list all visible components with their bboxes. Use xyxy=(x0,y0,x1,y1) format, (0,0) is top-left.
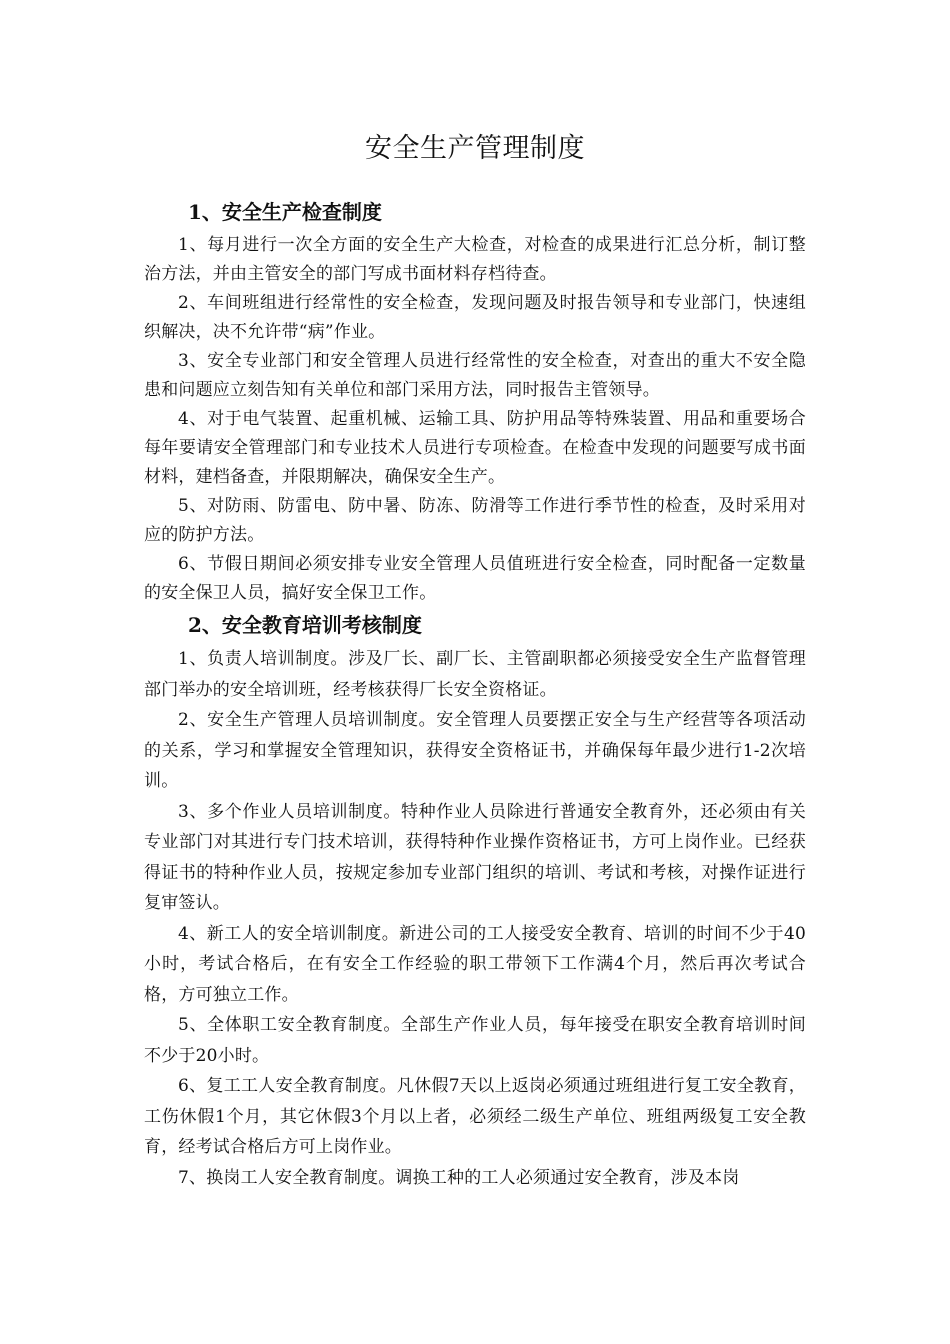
paragraph: 6、复工工人安全教育制度。凡休假7天以上返岗必须通过班组进行复工安全教育，工伤休假1个月，其它休假3个月以上者，必须经二级生产单位、班组两级复工安全教育，经考试合格后方可上岗作业。 xyxy=(144,1076,806,1157)
document-title: 安全生产管理制度 xyxy=(365,133,585,164)
paragraph: 4、对于电气装置、起重机械、运输工具、防护用品等特殊装置、用品和重要场合每年要请安全管理部门和专业技术人员进行专项检查。在检查中发现的问题要写成书面材料，建档备查，并限期解决，确保安全生产。 xyxy=(144,409,806,487)
paragraph: 2、安全生产管理人员培训制度。安全管理人员要摆正安全与生产经营等各项活动的关系，学习和掌握安全管理知识，获得安全资格证书，并确保每年最少进行1-2次培训。 xyxy=(144,710,806,791)
paragraph: 3、多个作业人员培训制度。特种作业人员除进行普通安全教育外，还必须由有关专业部门对其进行专门技术培训，获得特种作业操作资格证书，方可上岗作业。已经获得证书的特种作业人员，按规定参加专业部门组织的培训、考试和考核，对操作证进行复审签认。 xyxy=(144,801,806,913)
paragraph: 1、每月进行一次全方面的安全生产大检查，对检查的成果进行汇总分析，制订整治方法，并由主管安全的部门写成书面材料存档待查。 xyxy=(144,235,806,284)
paragraph: 2、车间班组进行经常性的安全检查，发现问题及时报告领导和专业部门，快速组织解决，决不允许带“病”作业。 xyxy=(144,293,806,342)
paragraph: 5、全体职工安全教育制度。全部生产作业人员，每年接受在职安全教育培训时间不少于20小时。 xyxy=(144,1015,806,1066)
document-body xyxy=(144,197,806,1193)
paragraph: 5、对防雨、防雷电、防中暑、防冻、防滑等工作进行季节性的检查，及时采用对应的防护方法。 xyxy=(144,496,806,545)
paragraph: 4、新工人的安全培训制度。新进公司的工人接受安全教育、培训的时间不少于40小时，考试合格后，在有安全工作经验的职工带领下工作满4个月，然后再次考试合格，方可独立工作。 xyxy=(144,923,806,1005)
section-heading: 2、安全教育培训考核制度 xyxy=(188,613,422,637)
section-inspection xyxy=(144,197,806,608)
section-heading: 1、安全生产检查制度 xyxy=(188,200,382,224)
section-training xyxy=(144,610,806,1193)
paragraph: 6、节假日期间必须安排专业安全管理人员值班进行安全检查，同时配备一定数量的安全保卫人员，搞好安全保卫工作。 xyxy=(144,554,806,603)
paragraph: 3、安全专业部门和安全管理人员进行经常性的安全检查，对查出的重大不安全隐患和问题应立刻告知有关单位和部门采用方法，同时报告主管领导。 xyxy=(144,351,806,400)
paragraph: 1、负责人培训制度。涉及厂长、副厂长、主管副职都必须接受安全生产监督管理部门举办的安全培训班，经考核获得厂长安全资格证。 xyxy=(144,649,806,700)
paragraph: 7、换岗工人安全教育制度。调换工种的工人必须通过安全教育，涉及本岗 xyxy=(178,1167,740,1188)
